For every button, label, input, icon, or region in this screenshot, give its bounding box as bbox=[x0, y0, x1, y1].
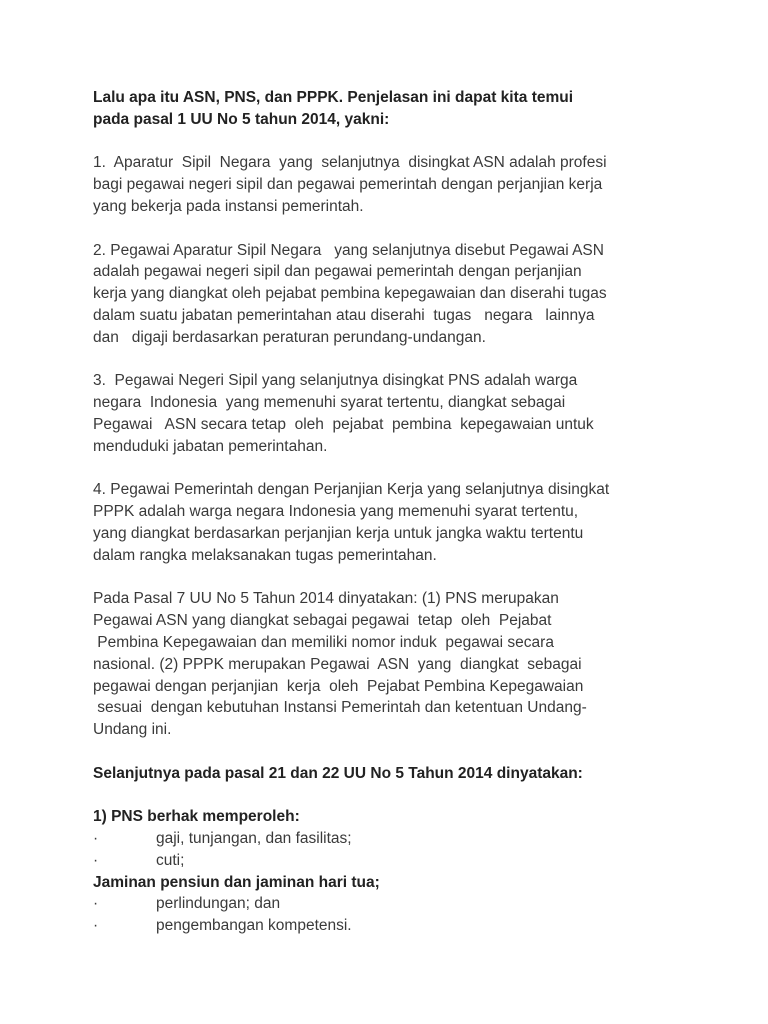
point-3-line: Pegawai ASN secara tetap oleh pejabat pembina kepegawaian untuk bbox=[93, 415, 594, 433]
paragraph-gap bbox=[93, 785, 693, 807]
list-item bbox=[93, 893, 693, 915]
list-item bbox=[93, 915, 693, 937]
list-item-text: cuti; bbox=[156, 851, 185, 869]
paragraph-gap bbox=[93, 567, 693, 589]
point-2-line: dalam suatu jabatan pemerintahan atau diserahi tugas negara lainnya bbox=[93, 306, 595, 324]
list-item-text: perlindungan; dan bbox=[156, 895, 281, 913]
pasal-21-heading: Selanjutnya pada pasal 21 dan 22 UU No 5 Tahun 2014 dinyatakan: bbox=[93, 764, 583, 782]
pasal-7-line: Pembina Kepegawaian dan memiliki nomor induk pegawai secara bbox=[93, 633, 554, 651]
point-2-line: 2. Pegawai Aparatur Sipil Negara yang selanjutnya disebut Pegawai ASN bbox=[93, 241, 604, 259]
pasal-7-line: pegawai dengan perjanjian kerja oleh Pejabat Pembina Kepegawaian bbox=[93, 677, 584, 695]
pasal-7-line: sesuai dengan kebutuhan Instansi Pemerintah dan ketentuan Undang- bbox=[93, 699, 587, 717]
point-4-line: 4. Pegawai Pemerintah dengan Perjanjian Kerja yang selanjutnya disingkat bbox=[93, 481, 610, 499]
intro-paragraph bbox=[93, 87, 693, 131]
point-1-line: yang bekerja pada instansi pemerintah. bbox=[93, 197, 364, 215]
list-item-text: pengembangan kompetensi. bbox=[156, 917, 352, 935]
point-3-paragraph bbox=[93, 370, 693, 457]
intro-line: Lalu apa itu ASN, PNS, dan PPPK. Penjelasan ini dapat kita temui bbox=[93, 89, 574, 106]
list-item bbox=[93, 850, 693, 872]
bullet-dot: · bbox=[93, 830, 99, 848]
pasal-7-line: Pegawai ASN yang diangkat sebagai pegawai tetap oleh Pejabat bbox=[93, 612, 552, 630]
point-4-line: yang diangkat berdasarkan perjanjian kerja untuk jangka waktu tertentu bbox=[93, 524, 584, 542]
list-item bbox=[93, 828, 693, 850]
paragraph-gap bbox=[93, 131, 693, 153]
intro-line: pada pasal 1 UU No 5 tahun 2014, yakni: bbox=[93, 110, 390, 128]
bullet-dot: · bbox=[93, 895, 99, 913]
paragraph-gap bbox=[93, 458, 693, 480]
pasal-7-paragraph bbox=[93, 588, 693, 741]
point-2-paragraph bbox=[93, 240, 693, 349]
document-body bbox=[93, 87, 693, 937]
point-2-line: adalah pegawai negeri sipil dan pegawai pemerintah dengan perjanjian bbox=[93, 263, 582, 281]
point-2-line: dan digaji berdasarkan peraturan perundang-undangan. bbox=[93, 328, 486, 346]
paragraph-gap bbox=[93, 741, 693, 763]
pasal-7-line: nasional. (2) PPPK merupakan Pegawai ASN yang diangkat sebagai bbox=[93, 655, 582, 673]
point-3-line: negara Indonesia yang memenuhi syarat tertentu, diangkat sebagai bbox=[93, 394, 566, 412]
bullet-dot: · bbox=[93, 917, 99, 935]
pns-rights-heading: 1) PNS berhak memperoleh: bbox=[93, 808, 300, 826]
point-1-line: 1. Aparatur Sipil Negara yang selanjutnya disingkat ASN adalah profesi bbox=[93, 154, 607, 172]
paragraph-gap bbox=[93, 349, 693, 371]
point-4-line: PPPK adalah warga negara Indonesia yang memenuhi syarat tertentu, bbox=[93, 503, 579, 521]
point-1-paragraph bbox=[93, 152, 693, 217]
paragraph-gap bbox=[93, 218, 693, 240]
pasal-7-line: Pada Pasal 7 UU No 5 Tahun 2014 dinyatakan: (1) PNS merupakan bbox=[93, 590, 559, 608]
list-item-text: gaji, tunjangan, dan fasilitas; bbox=[156, 830, 352, 848]
point-2-line: kerja yang diangkat oleh pejabat pembina kepegawaian dan diserahi tugas bbox=[93, 285, 607, 303]
bullet-dot: · bbox=[93, 851, 99, 869]
point-4-line: dalam rangka melaksanakan tugas pemerintahan. bbox=[93, 546, 437, 564]
point-4-paragraph bbox=[93, 479, 693, 566]
point-1-line: bagi pegawai negeri sipil dan pegawai pemerintah dengan perjanjian kerja bbox=[93, 176, 603, 194]
pasal-7-line: Undang ini. bbox=[93, 721, 172, 739]
jaminan-heading: Jaminan pensiun dan jaminan hari tua; bbox=[93, 873, 380, 891]
point-3-line: menduduki jabatan pemerintahan. bbox=[93, 437, 328, 455]
point-3-line: 3. Pegawai Negeri Sipil yang selanjutnya disingkat PNS adalah warga bbox=[93, 372, 578, 390]
